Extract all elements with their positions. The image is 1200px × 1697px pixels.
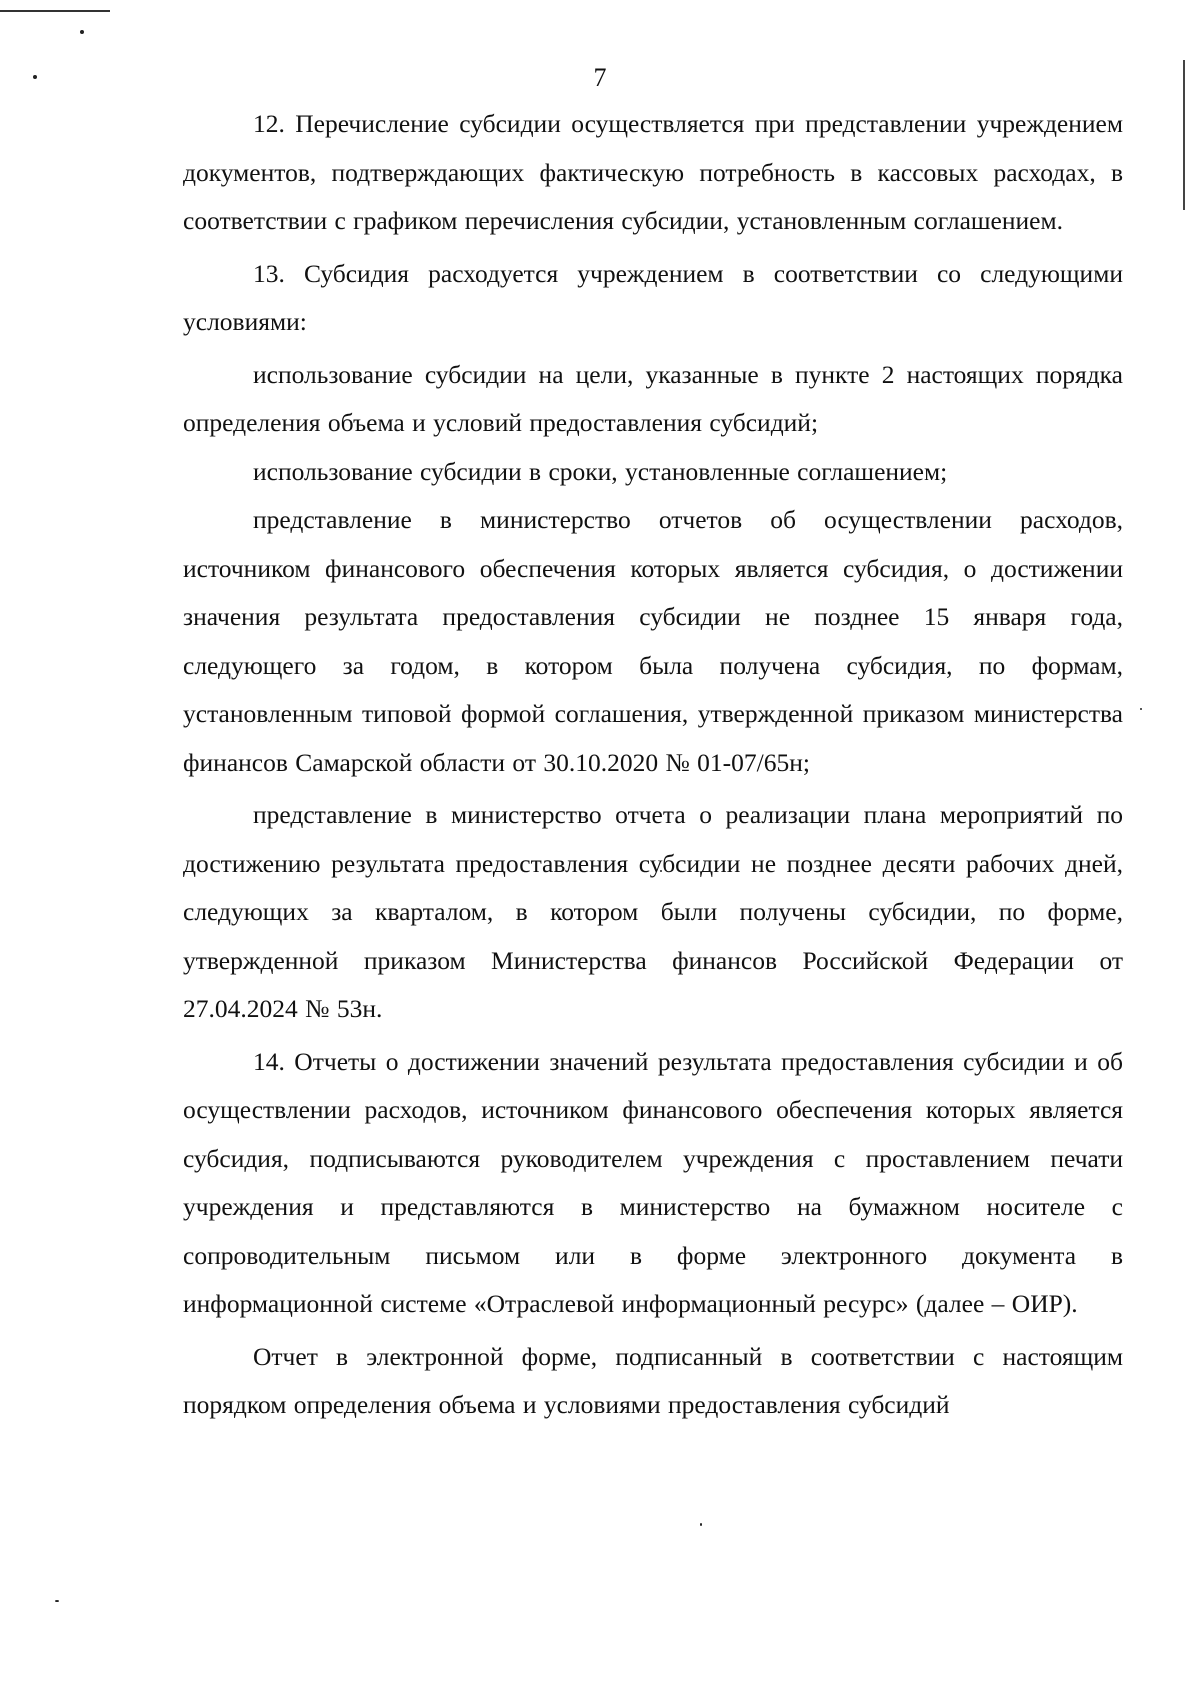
scan-speck [80,30,84,34]
scan-edge-top [0,10,110,12]
paragraph-13: 13. Субсидия расходуется учреждением в соответствии со следующими условиями: [183,258,1123,336]
scan-speck [55,1600,59,1602]
document-body [183,100,1123,1430]
scan-speck [700,1523,702,1526]
paragraph-12: 12. Перечисление субсидии осуществляется при представлении учреждением документов, подтверждающих фактическую потребность в кассовых расходах, в соответствии с графиком перечисления субсидии, установленным соглашением. [183,109,1123,235]
condition-deadline: использование субсидии в сроки, установленные соглашением; [253,456,948,486]
paragraph-14: 14. Отчеты о достижении значений результата предоставления субсидии и об осуществлении расходов, источником финансового обеспечения которых является субсидия, подписываются руководителем учреждения с проставлением печати учреждения и представляются в министерство на бумажном носителе с сопроводительным письмом или в форме электронного документа в информационной системе «Отраслевой информационный ресурс» (далее – ОИР). [183,1046,1123,1318]
scan-speck [1140,708,1142,710]
paragraph-electronic-report: Отчет в электронной форме, подписанный в соответствии с настоящим порядком определения объема и условиями предоставления субсидий [183,1341,1123,1419]
condition-plan-report: представление в министерство отчета о реализации плана мероприятий по достижению результата предоставления субсидии не позднее десяти рабочих дней, следующих за кварталом, в котором были получены субсидии, по форме, утвержденной приказом Министерства финансов Российской Федерации от 27.04.2024 № 53н. [183,800,1123,1023]
condition-expense-reports: представление в министерство отчетов об осуществлении расходов, источником финансового обеспечения которых является субсидия, о достижении значения результата предоставления субсидии не позднее 15 января года, следующего за годом, в котором была получена субсидия, по формам, установленным типовой формой соглашения, утвержденной приказом министерства финансов Самарской области от 30.10.2020 № 01-07/65н; [183,505,1123,777]
page-number: 7 [593,63,607,92]
condition-purpose: использование субсидии на цели, указанные в пункте 2 настоящих порядка определения объема и условий предоставления субсидий; [183,359,1123,437]
